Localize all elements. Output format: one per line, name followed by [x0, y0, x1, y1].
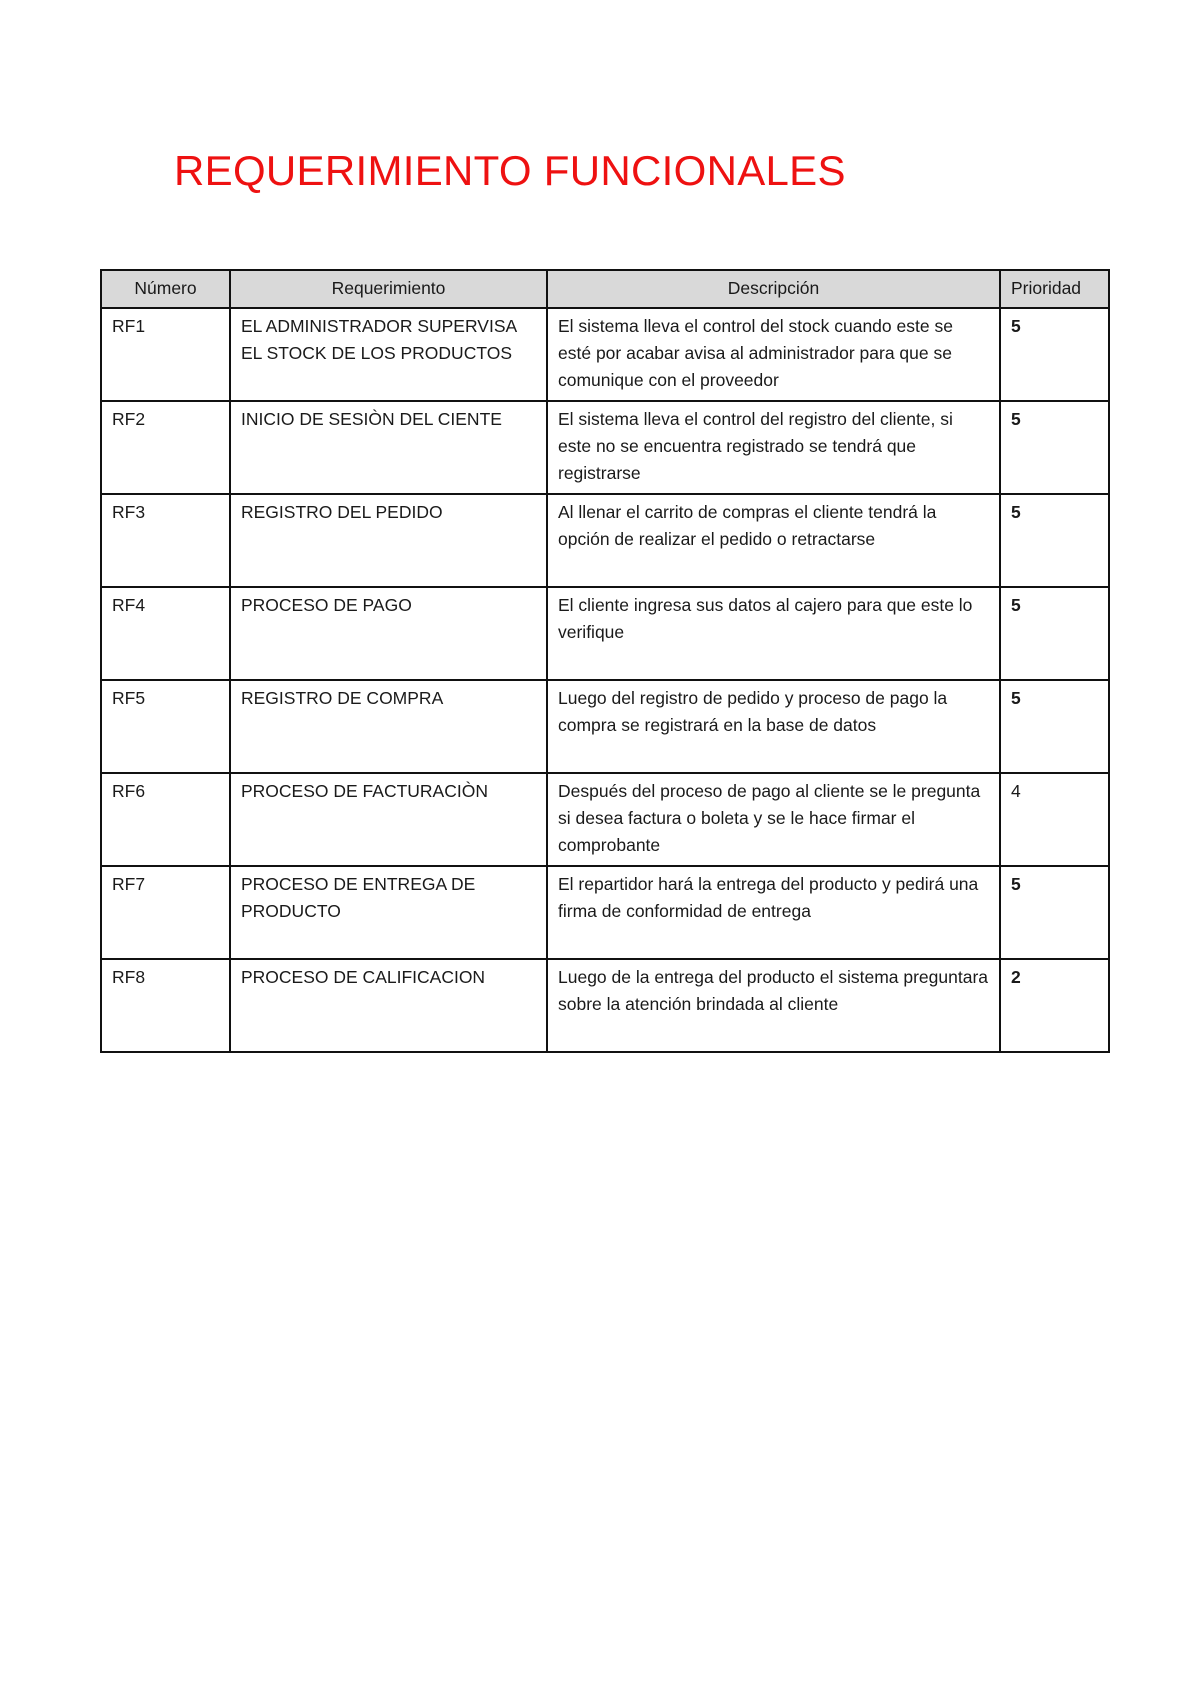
cell-requerimiento: INICIO DE SESIÒN DEL CIENTE [230, 401, 547, 494]
table-row [101, 959, 1109, 1052]
table-row [101, 308, 1109, 401]
requirements-table [100, 269, 1110, 1053]
cell-requerimiento: PROCESO DE ENTREGA DE PRODUCTO [230, 866, 547, 959]
cell-prioridad: 5 [1000, 587, 1109, 680]
header-descripcion: Descripción [547, 270, 1000, 308]
table-row [101, 401, 1109, 494]
cell-requerimiento: PROCESO DE CALIFICACION [230, 959, 547, 1052]
header-prioridad: Prioridad [1000, 270, 1109, 308]
cell-numero: RF5 [101, 680, 230, 773]
cell-descripcion: Luego de la entrega del producto el sistema preguntara sobre la atención brindada al cliente [547, 959, 1000, 1052]
cell-numero: RF1 [101, 308, 230, 401]
cell-numero: RF2 [101, 401, 230, 494]
cell-prioridad: 4 [1000, 773, 1109, 866]
cell-prioridad: 2 [1000, 959, 1109, 1052]
cell-prioridad: 5 [1000, 680, 1109, 773]
cell-numero: RF6 [101, 773, 230, 866]
table-row [101, 773, 1109, 866]
cell-prioridad: 5 [1000, 866, 1109, 959]
cell-requerimiento: PROCESO DE FACTURACIÒN [230, 773, 547, 866]
cell-requerimiento: PROCESO DE PAGO [230, 587, 547, 680]
table-row [101, 494, 1109, 587]
cell-descripcion: El cliente ingresa sus datos al cajero para que este lo verifique [547, 587, 1000, 680]
cell-numero: RF7 [101, 866, 230, 959]
header-numero: Número [101, 270, 230, 308]
cell-requerimiento: EL ADMINISTRADOR SUPERVISA EL STOCK DE LOS PRODUCTOS [230, 308, 547, 401]
cell-prioridad: 5 [1000, 401, 1109, 494]
cell-descripcion: El sistema lleva el control del stock cuando este se esté por acabar avisa al administrador para que se comunique con el proveedor [547, 308, 1000, 401]
cell-requerimiento: REGISTRO DEL PEDIDO [230, 494, 547, 587]
cell-numero: RF8 [101, 959, 230, 1052]
cell-descripcion: El repartidor hará la entrega del producto y pedirá una firma de conformidad de entrega [547, 866, 1000, 959]
table-row [101, 680, 1109, 773]
cell-descripcion: Después del proceso de pago al cliente se le pregunta si desea factura o boleta y se le hace firmar el comprobante [547, 773, 1000, 866]
cell-numero: RF4 [101, 587, 230, 680]
cell-numero: RF3 [101, 494, 230, 587]
cell-descripcion: Al llenar el carrito de compras el cliente tendrá la opción de realizar el pedido o retractarse [547, 494, 1000, 587]
cell-prioridad: 5 [1000, 308, 1109, 401]
cell-descripcion: Luego del registro de pedido y proceso de pago la compra se registrará en la base de datos [547, 680, 1000, 773]
cell-prioridad: 5 [1000, 494, 1109, 587]
table-row [101, 866, 1109, 959]
table-header-row [101, 270, 1109, 308]
table-row [101, 587, 1109, 680]
header-requerimiento: Requerimiento [230, 270, 547, 308]
page-title: REQUERIMIENTO FUNCIONALES [174, 147, 846, 194]
cell-requerimiento: REGISTRO DE COMPRA [230, 680, 547, 773]
cell-descripcion: El sistema lleva el control del registro del cliente, si este no se encuentra registrado se tendrá que registrarse [547, 401, 1000, 494]
